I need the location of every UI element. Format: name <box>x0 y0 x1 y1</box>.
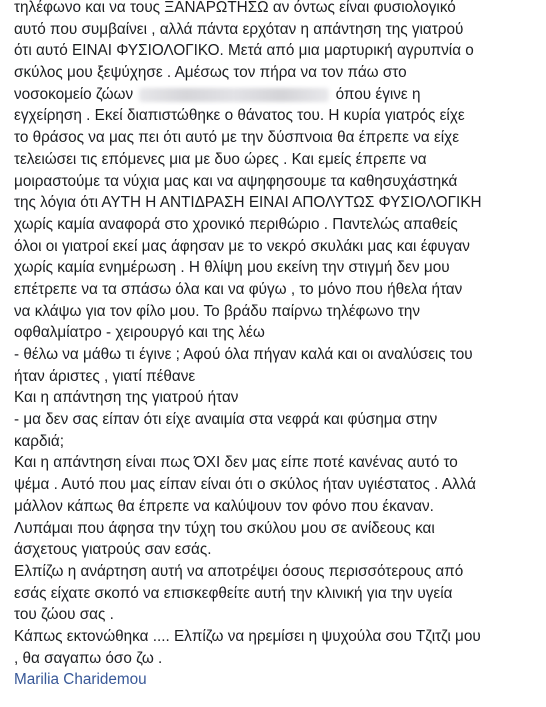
post-text-line: της λόγια ότι ΑΥΤΗ Η ΑΝΤΙΔΡΑΣΗ ΕΙΝΑΙ ΑΠΟΛΥΤΩΣ ΦΥΣΙΟΛΟΓΙΚΗ <box>14 194 482 212</box>
post-text-line: άσχετους γιατρούς σαν εσάς. <box>14 541 212 559</box>
post-text-line: , θα σαγαπω όσο ζω . <box>14 649 163 667</box>
post-text-line: μοιραστούμε τα νύχια μας και να αψηφησουμε τα καθησυχάστηκά <box>14 172 458 190</box>
post-text-line: τηλέφωνο και να τους ΞΑΝΑΡΩΤΗΣΩ αν όντως είναι φυσιολογικό <box>14 0 456 16</box>
post-text-line: οφθαλμίατρο - χειρουργό και της λέω <box>14 324 265 342</box>
post-text-line: τελειώσει τις επόμενες μια με δυο ώρες . Και εμείς έπρεπε να <box>14 150 427 168</box>
post-text-line: Και η απάντηση της γιατρού ήταν <box>14 389 239 407</box>
post-text-line: μάλλον κάπως θα έπρεπε να καλύψουν τον φόνο που έκαναν. <box>14 497 434 515</box>
post-text-line: σκύλος μου ξεψύχησε . Αμέσως τον πήρα να τον πάω στο <box>14 64 407 82</box>
post-text-line: καρδιά; <box>14 432 65 450</box>
author-name-link[interactable]: Marilia Charidemou <box>14 671 147 689</box>
post-text-line: το θράσος να μας πει ότι αυτό με την δύσπνοια θα έπρεπε να είχε <box>14 129 460 147</box>
post-text-line: ήταν άριστες , γιατί πέθανε <box>14 367 196 385</box>
post-text-line: - μα δεν σας είπαν ότι είχε αναιμία στα νεφρά και φύσημα στην <box>14 411 438 429</box>
post-text-line: Ελπίζω η ανάρτηση αυτή να αποτρέψει όσους περισσότερους από <box>14 562 464 580</box>
post-text-line: όλοι οι γιατροί εκεί μας άφησαν με το νεκρό σκυλάκι μας και έφυγαν <box>14 237 470 255</box>
post-text-line: χωρίς καμία αναφορά στο χρονικό περιθώριο . Παντελώς απαθείς <box>14 215 458 233</box>
post-body <box>14 0 540 691</box>
post-text-line: επέτρεπε να τα σπάσω όλα και να φύγω , το μόνο που ήθελα ήταν <box>14 280 463 298</box>
post-text-line: εσάς είχατε σκοπό να επισκεφθείτε αυτή την κλινική για την υγεία <box>14 584 453 602</box>
post-text-line-redacted <box>14 84 540 106</box>
redacted-clinic-name <box>139 88 329 102</box>
post-text-fragment: νοσοκομείο ζώων <box>14 85 134 103</box>
post-text-fragment: όπου έγινε η <box>335 85 421 103</box>
post-text-line: χωρίς καμία ενημέρωση . Η θλίψη μου εκείνη την στιγμή δεν μου <box>14 259 450 277</box>
post-text-line: ότι αυτό ΕΙΝΑΙ ΦΥΣΙΟΛΟΓΙΚΟ. Μετά από μια μαρτυρική αγρυπνία ο <box>14 42 474 60</box>
post-text-line: να κλάψω για τον φίλο μου. Το βράδυ παίρνω τηλέφωνο την <box>14 302 421 320</box>
post-text-line: Και η απάντηση είναι πως ΌΧΙ δεν μας είπε ποτέ κανένας αυτό το <box>14 454 458 472</box>
post-text-line: - θέλω να μάθω τι έγινε ; Αφού όλα πήγαν καλά και οι αναλύσεις του <box>14 346 473 363</box>
post-text-line: Κάπως εκτονώθηκα .... Ελπίζω να ηρεμίσει η ψυχούλα σου Τζιτζι μου <box>14 627 481 645</box>
post-text-line: του ζώου σας . <box>14 606 114 624</box>
post-text-line: ψέμα . Αυτό που μας είπαν είναι ότι ο σκύλος ήταν υγιέστατος . Αλλά <box>14 476 476 494</box>
post-text-line: αυτό που συμβαίνει , αλλά πάντα ερχόταν η απάντηση της γιατρού <box>14 20 464 38</box>
post-text-line: Λυπάμαι που άφησα την τύχη του σκύλου μου σε ανίδεους και <box>14 519 435 537</box>
post-text-line: εγχείρηση . Εκεί διαπιστώθηκε ο θάνατος του. Η κυρία γιατρός είχε <box>14 107 465 125</box>
